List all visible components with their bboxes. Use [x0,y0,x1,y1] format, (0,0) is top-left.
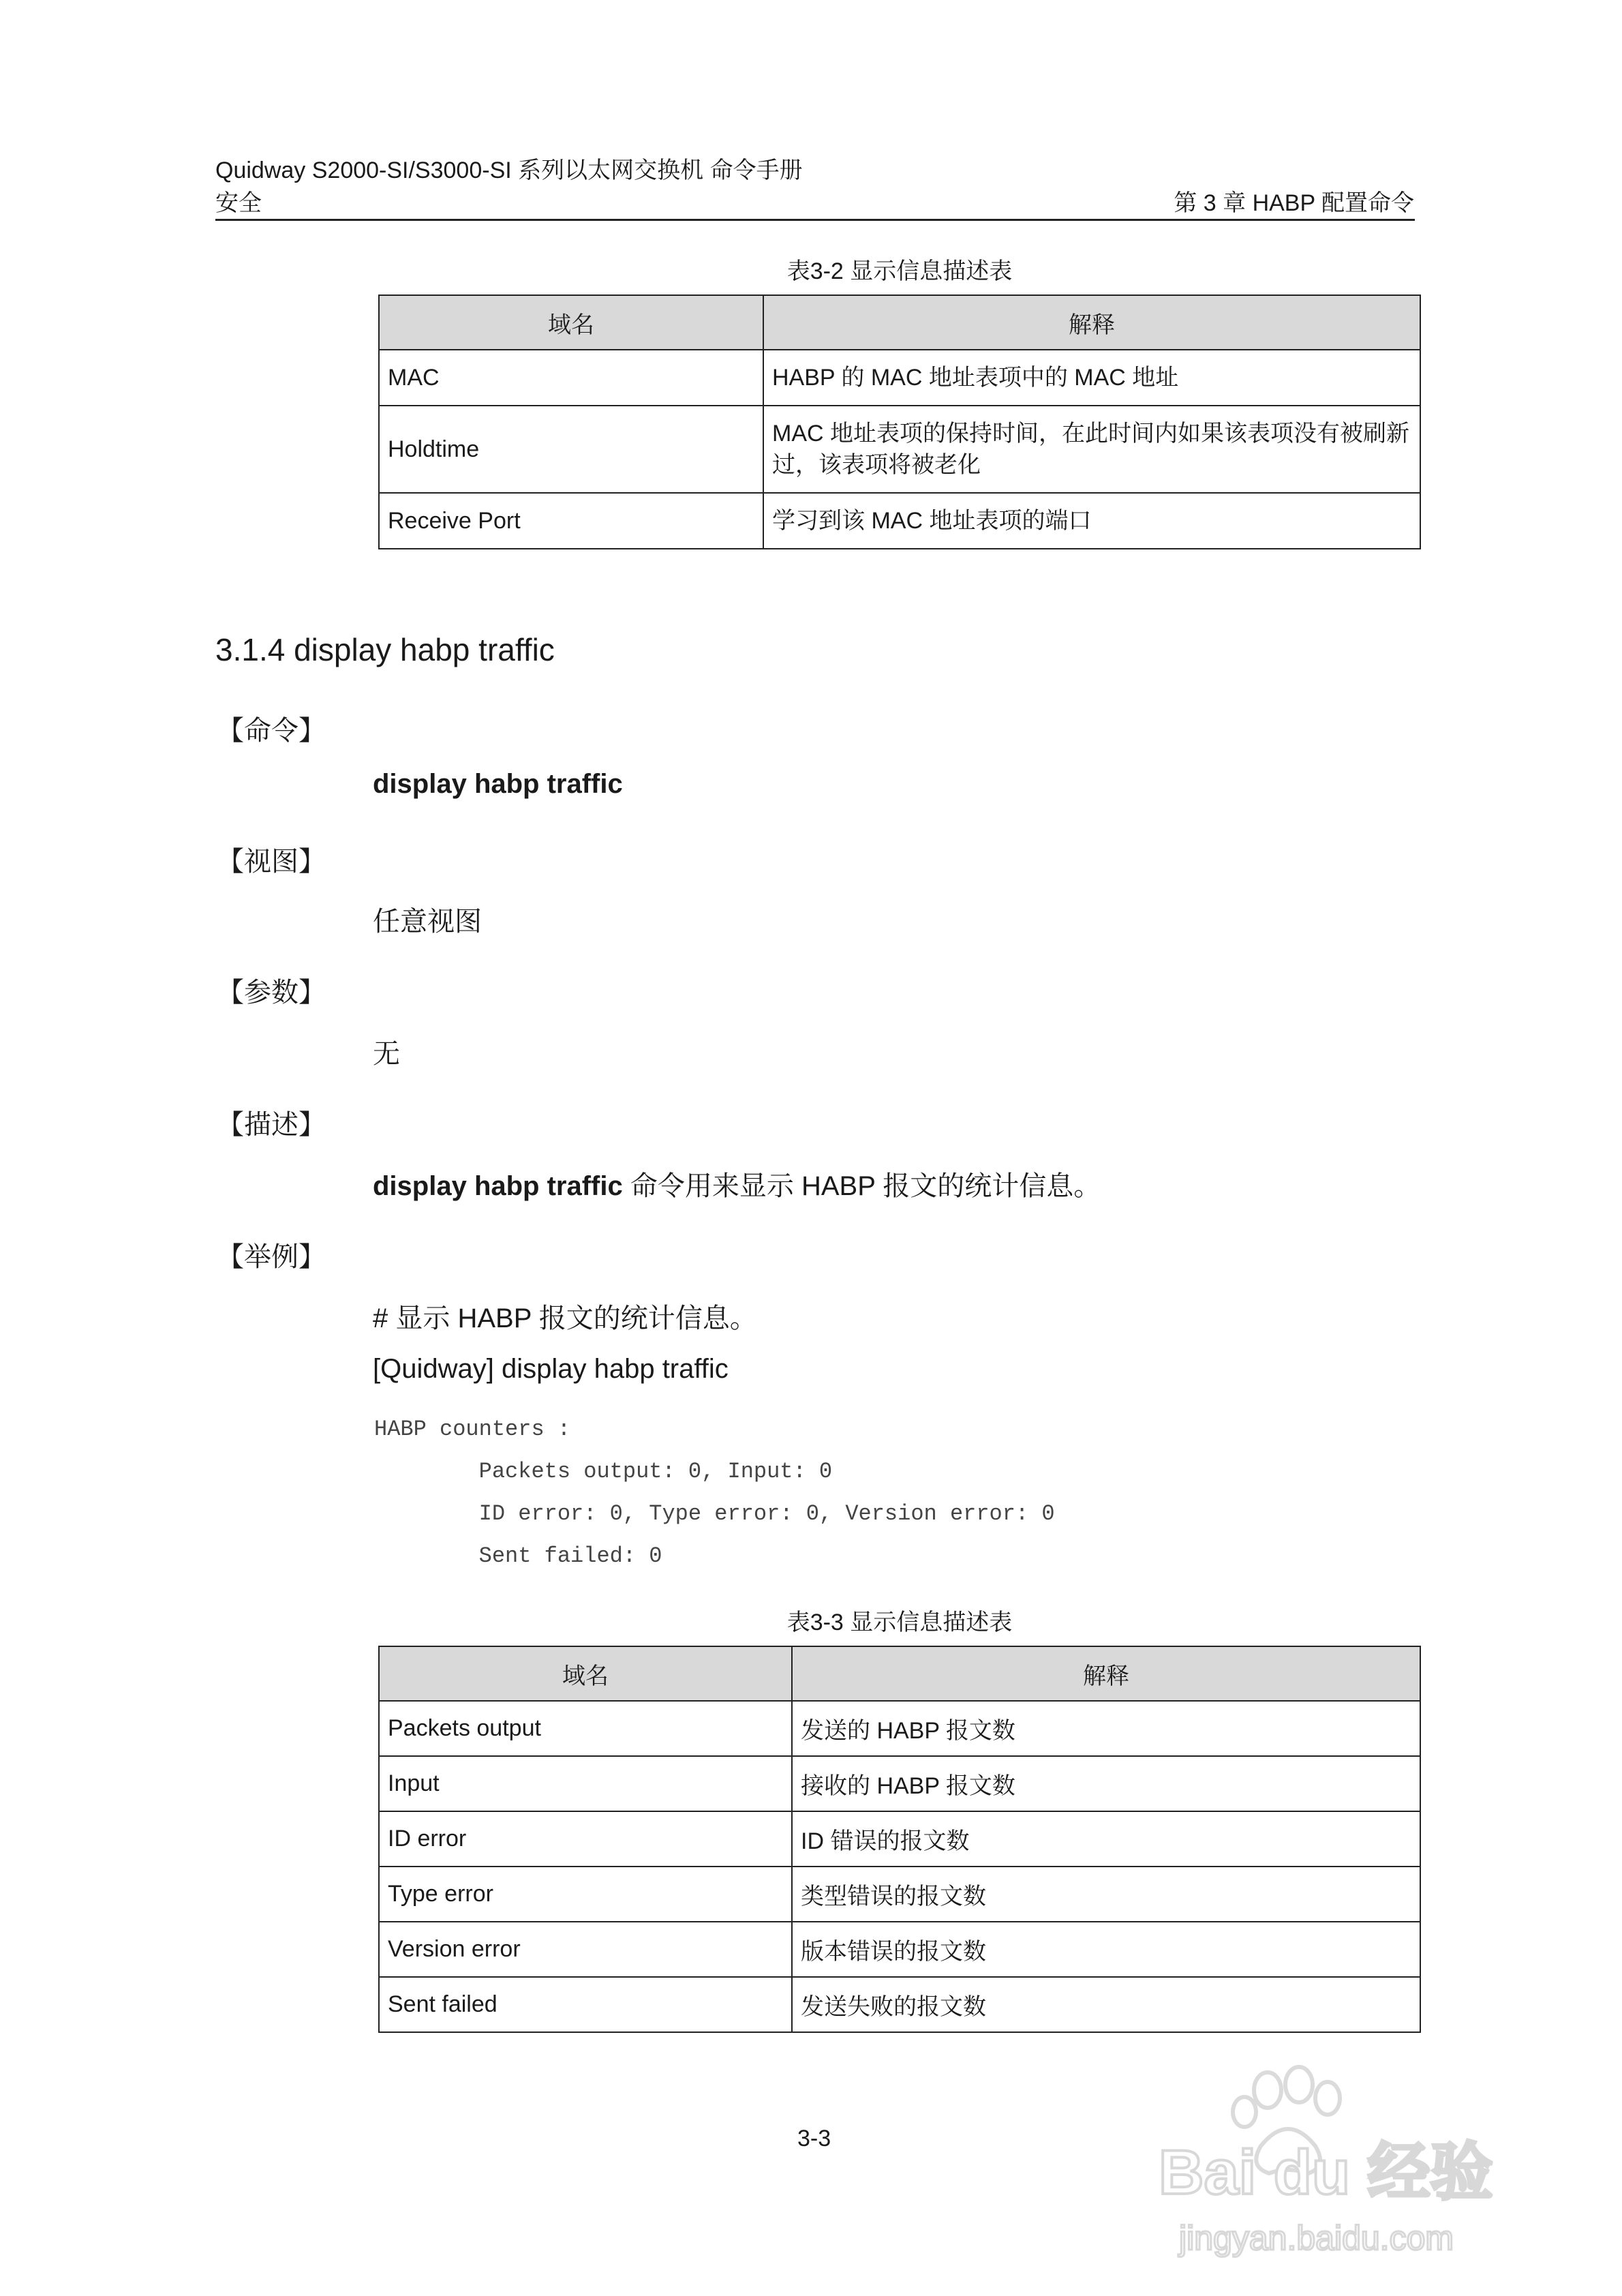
header-chapter: 第 3 章 HABP 配置命令 [1174,190,1414,216]
table-cell: Sent failed [379,1977,792,2032]
description-command: display habp traffic [373,1171,623,1201]
code-line: Packets output: 0, Input: 0 [374,1459,833,1484]
description-text [373,1164,1101,1203]
table2-header-cell: 域名 [379,1646,792,1701]
params-text: 无 [373,1039,400,1069]
description-tag: 【描述】 [217,1110,326,1140]
code-line: HABP counters : [374,1417,571,1442]
table1 [378,294,1421,549]
watermark-url: jingyan.baidu.com [1179,2219,1454,2257]
page-number: 3-3 [797,2126,831,2151]
table-row [379,1922,1420,1977]
example-prompt: [Quidway] display habp traffic [373,1354,729,1384]
table-cell: MAC 地址表项的保持时间，在此时间内如果该表项没有被刷新过，该表项将被老化 [763,406,1420,493]
table-cell: Type error [379,1867,792,1922]
header-title: Quidway S2000-SI/S3000-SI 系列以太网交换机 命令手册 [215,157,803,183]
table-row [379,1756,1420,1811]
table1-header-cell: 解释 [763,295,1420,350]
table-cell: Packets output [379,1701,792,1756]
table-row [379,1867,1420,1922]
code-line: ID error: 0, Type error: 0, Version error: 0 [374,1501,1055,1526]
code-line: Sent failed: 0 [374,1543,662,1569]
table-row [379,350,1420,406]
example-comment: # 显示 HABP 报文的统计信息。 [373,1303,757,1333]
table2-caption: 表3-3 显示信息描述表 [786,1610,1013,1635]
table-cell: 发送失败的报文数 [792,1977,1420,2032]
table-cell: 版本错误的报文数 [792,1922,1420,1977]
header-subtitle: 安全 [215,190,262,216]
table-cell: MAC [379,350,763,406]
table1-header-cell: 域名 [379,295,763,350]
table-row [379,1701,1420,1756]
table2-header-row [379,1646,1420,1701]
table-cell: 类型错误的报文数 [792,1867,1420,1922]
table-cell: Version error [379,1922,792,1977]
table-cell: ID error [379,1811,792,1867]
view-tag: 【视图】 [217,847,326,877]
table2 [378,1646,1421,2033]
table-cell: 学习到该 MAC 地址表项的端口 [763,493,1420,549]
table-cell: Receive Port [379,493,763,549]
table1-header-row [379,295,1420,350]
table-row [379,406,1420,493]
table-cell: 发送的 HABP 报文数 [792,1701,1420,1756]
table-cell: Input [379,1756,792,1811]
example-tag: 【举例】 [217,1242,326,1272]
view-text: 任意视图 [373,907,482,937]
watermark-brand: Bai du 经验 [1159,2138,1493,2207]
table1-caption: 表3-2 显示信息描述表 [786,258,1013,284]
paw-logo-icon [1152,2057,1533,2262]
table-cell: Holdtime [379,406,763,493]
command-text: display habp traffic [373,769,623,799]
header-divider [215,219,1415,221]
section-title: 3.1.4 display habp traffic [215,632,555,667]
command-tag: 【命令】 [217,716,326,746]
description-sentence: 命令用来显示 HABP 报文的统计信息。 [622,1171,1101,1201]
table-row [379,493,1420,549]
table-row [379,1811,1420,1867]
table-row [379,1977,1420,2032]
table-cell: ID 错误的报文数 [792,1811,1420,1867]
table-cell: HABP 的 MAC 地址表项中的 MAC 地址 [763,350,1420,406]
table2-header-cell: 解释 [792,1646,1420,1701]
baidu-watermark [1152,2057,1533,2262]
table-cell: 接收的 HABP 报文数 [792,1756,1420,1811]
params-tag: 【参数】 [217,978,326,1008]
